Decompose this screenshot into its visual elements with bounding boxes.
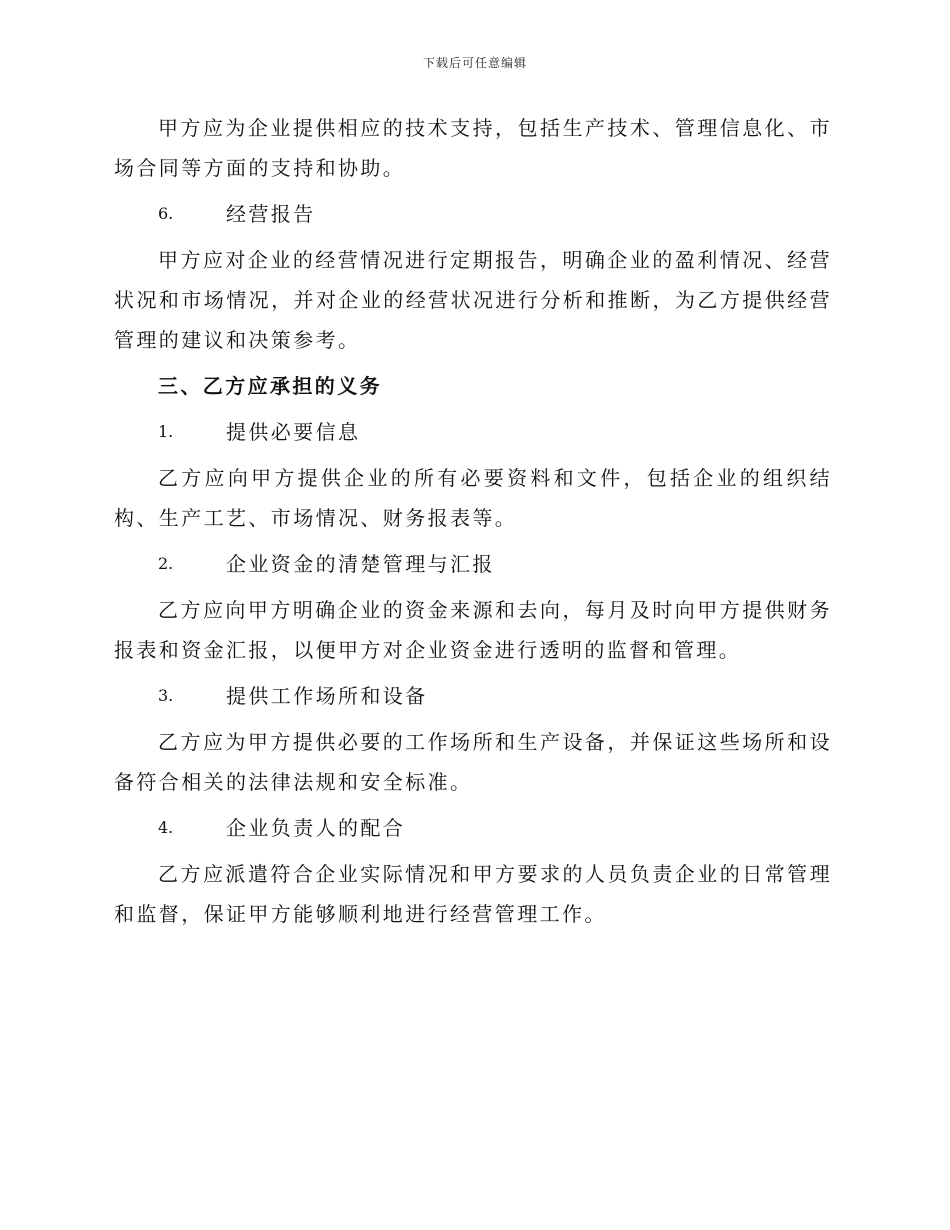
list-item-workplace-equipment	[114, 676, 832, 716]
paragraph-fund-management: 乙方应向甲方明确企业的资金来源和去向，每月及时向甲方提供财务报表和资金汇报，以便甲方对企业资金进行透明的监督和管理。	[114, 598, 832, 662]
list-item-number: 4.	[158, 818, 174, 837]
list-item-business-report	[114, 194, 832, 234]
list-item-manager-cooperation	[114, 808, 832, 848]
list-item-title: 提供工作场所和设备	[226, 684, 428, 708]
list-item-title: 企业负责人的配合	[226, 816, 406, 840]
list-item-title: 企业资金的清楚管理与汇报	[226, 552, 495, 576]
document-body	[114, 108, 832, 940]
paragraph-technical-support: 甲方应为企业提供相应的技术支持，包括生产技术、管理信息化、市场合同等方面的支持和协助。	[114, 116, 832, 180]
list-item-provide-information	[114, 412, 832, 452]
list-item-number: 2.	[158, 554, 174, 573]
list-item-number: 3.	[158, 686, 174, 705]
list-item-title: 提供必要信息	[226, 420, 361, 444]
paragraph-manager-cooperation: 乙方应派遣符合企业实际情况和甲方要求的人员负责企业的日常管理和监督，保证甲方能够顺利地进行经营管理工作。	[114, 862, 832, 926]
section-heading-party-b-obligations: 三、乙方应承担的义务	[158, 374, 382, 398]
paragraph-business-report: 甲方应对企业的经营情况进行定期报告，明确企业的盈利情况、经营状况和市场情况，并对企业的经营状况进行分析和推断，为乙方提供经营管理的建议和决策参考。	[114, 248, 832, 352]
page-header: 下载后可任意编辑	[422, 56, 527, 70]
paragraph-provide-information: 乙方应向甲方提供企业的所有必要资料和文件，包括企业的组织结构、生产工艺、市场情况、财务报表等。	[114, 466, 832, 530]
list-item-fund-management	[114, 544, 832, 584]
list-item-number: 6.	[158, 204, 174, 223]
list-item-title: 经营报告	[226, 202, 316, 226]
list-item-number: 1.	[158, 422, 174, 441]
paragraph-workplace-equipment: 乙方应为甲方提供必要的工作场所和生产设备，并保证这些场所和设备符合相关的法律法规和安全标准。	[114, 730, 832, 794]
